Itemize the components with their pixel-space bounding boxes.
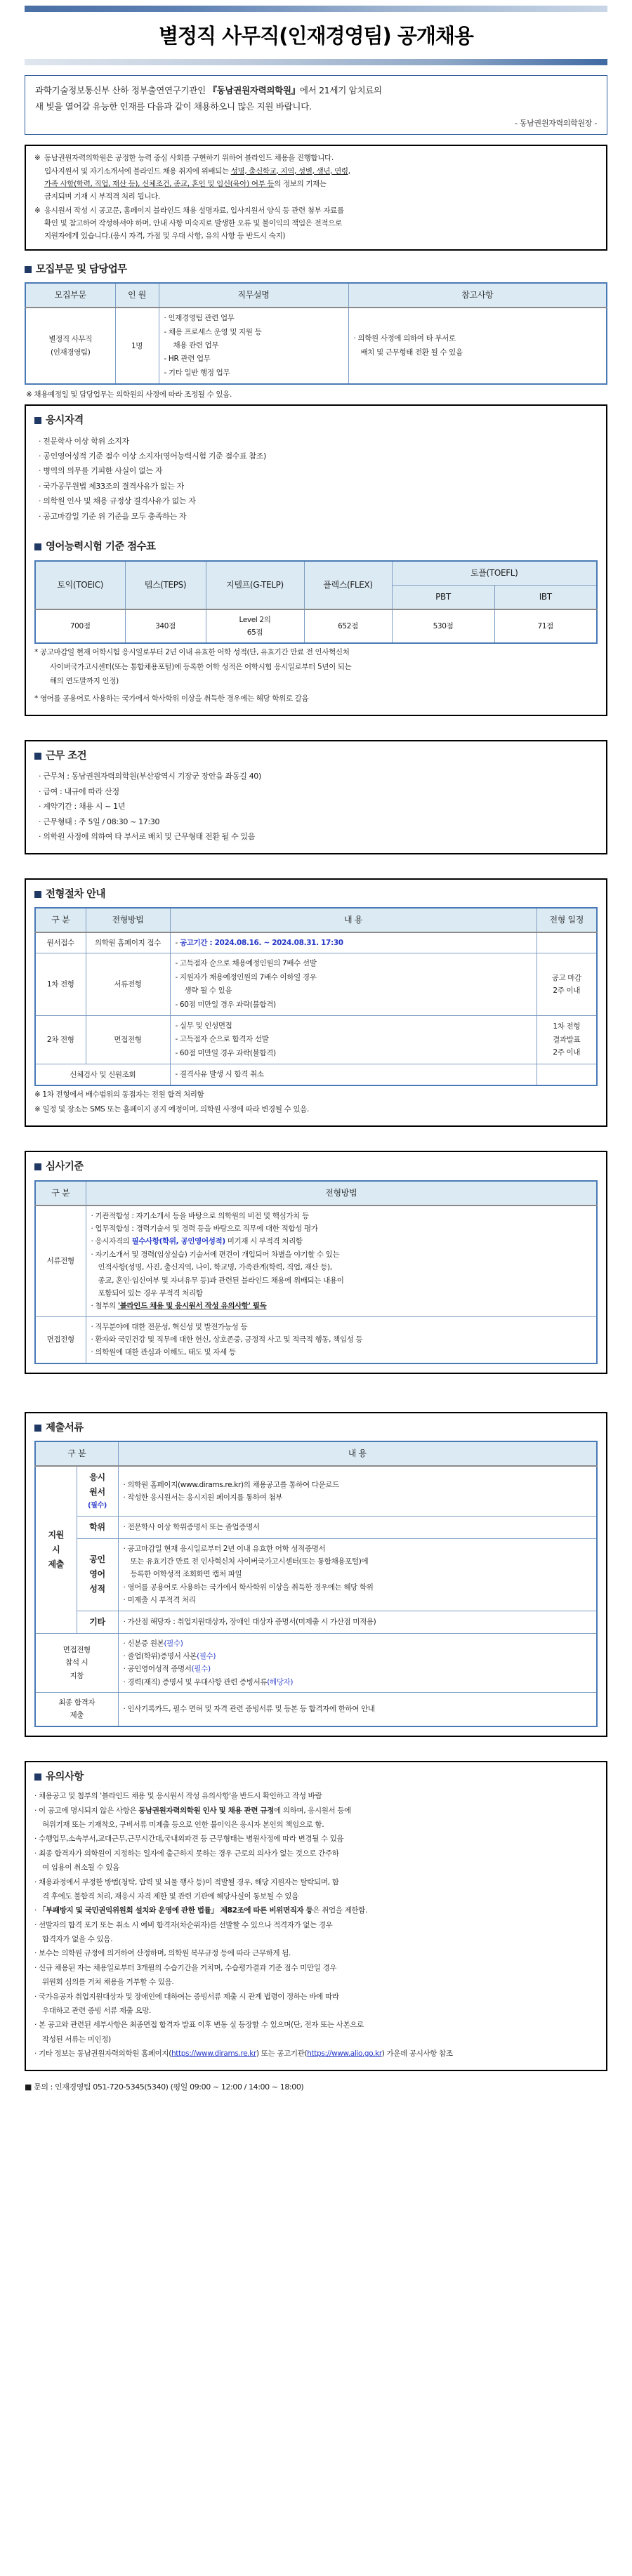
schedule-line: 1차 전형 (553, 1022, 581, 1031)
table-header-row (35, 908, 597, 932)
process-notes (34, 1088, 598, 1116)
schedule-line: 결과발표 (553, 1035, 581, 1044)
col-toefl-pbt: PBT (392, 585, 494, 609)
criteria-doc-line-2: · 업무적합성 : 경력기술서 및 경력 등을 바탕으로 직무에 대한 적합성 평가 (91, 1224, 318, 1233)
cell-method-second: 면접전형 (86, 1015, 170, 1064)
list-item: · 전문학사 이상 학위 소지자 (39, 436, 129, 446)
cell-toefl-pbt-score: 530점 (392, 609, 494, 644)
list-item: 배치 및 근무형태 전환 될 수 있음 (360, 348, 463, 357)
regulation-name: 동남권원자력의학원 인사 및 채용 관련 규정 (138, 1806, 275, 1815)
list-item: · 의학원 인사 및 채용 규정상 결격사유가 없는 자 (39, 496, 196, 506)
list-item: · 계약기간 : 채용 시 ~ 1년 (39, 802, 126, 812)
note-line: 사이버국가고시센터(또는 통합채용포털)에 등록한 어학 성적은 어학시험 응시일로부터 5년이 되는 (50, 662, 352, 671)
criteria-doc-line-1: · 기관적합성 : 자기소개서 등을 바탕으로 의학원의 비전 및 핵심가치 등 (91, 1211, 309, 1220)
note-line: ※ 1차 전형에서 배수범위의 동점자는 전원 합격 처리함 (34, 1090, 204, 1099)
header-top-bar (25, 6, 607, 12)
notice-1-line-1: 동남권원자력의학원은 공정한 능력 중심 사회를 구현하기 위하여 블라인드 채용을 진행합니다. (44, 154, 334, 163)
cell-label-degree: 학위 (77, 1516, 118, 1538)
table-row (35, 1015, 597, 1064)
criteria-doc-line-8a: · 첨부의 (91, 1302, 118, 1311)
label-line: 원서 (89, 1487, 105, 1498)
criteria-doc-line-5: 인적사항(성명, 사진, 출신지역, 나이, 학교명, 가족관계(학력, 직업, 재산 등), (98, 1263, 332, 1272)
required-tag: (필수) (164, 1639, 183, 1648)
list-item: · 선발자의 합격 포기 또는 취소 시 예비 합격자(차순위자)를 선발할 수 있으나 적격자가 없는 경우 (34, 1920, 333, 1929)
section-heading-work-conditions (34, 748, 598, 764)
content-list (176, 1019, 532, 1059)
intro-line-2: 새 빛을 열어갈 유능한 인재를 다음과 같이 채용하오니 많은 지원 바랍니다. (35, 101, 312, 112)
duties-list (164, 312, 343, 379)
applicable-tag: (해당자) (267, 1677, 294, 1686)
page-break-spacer (25, 1384, 607, 1412)
blind-recruitment-notice (25, 145, 607, 251)
list-item: · 본 공고와 관련된 세부사항은 최종면접 합격자 발표 이후 변동 실 등장할 수 있으며(단, 전자 또는 사본으로 (34, 2021, 364, 2030)
group-label-line: 제출 (48, 1559, 64, 1569)
cell-criteria-interview-label: 면접전형 (35, 1316, 86, 1363)
label-line: 면접전형 (62, 1645, 91, 1654)
label-line: 공인 (89, 1554, 105, 1565)
col-content: 내 용 (170, 908, 536, 932)
notice-mark-icon-2: ※ (34, 206, 41, 215)
list-item-cont: 허위기재 또는 기재착오, 구비서류 미제출 등으로 인한 불이익은 응시자 본인의 책임으로 함. (42, 1821, 324, 1830)
notice-2-line-1: 응시원서 작성 시 공고문, 홈페이지 블라인드 채용 설명자료, 입사지원서 양식 등 관련 첨부 자료를 (44, 206, 344, 215)
criteria-doc-line-7: 포함되어 있는 경우 부적격 처리함 (98, 1288, 203, 1297)
selection-process-block (25, 878, 607, 1128)
schedule-line: 2주 이내 (553, 986, 581, 996)
criteria-doc-line-4: · 자기소개서 및 경력(임상실습) 기술서에 편견이 개입되어 차별을 야기할 수 있는 (91, 1250, 340, 1259)
list-item: · 인사기록카드, 필수 면허 및 자격 관련 증빙서류 및 등본 등 합격자에 한하여 안내 (123, 1705, 375, 1714)
square-bullet-icon (34, 1774, 41, 1781)
list-item: - 지원자가 채용예정인원의 7배수 이하일 경우 (175, 972, 317, 982)
content-prefix: - (175, 939, 180, 948)
list-item: - 결격사유 발생 시 합격 취소 (175, 1070, 264, 1079)
list-item (124, 1637, 592, 1650)
list-item: · 국가공무원법 제33조의 결격사유가 없는 자 (39, 481, 184, 491)
blind-guideline-reference: '블라인드 채용 및 응시원서 작성 유의사항' 필독 (117, 1302, 267, 1311)
table-row (35, 1316, 597, 1363)
list-item: · 의학원 사정에 의하여 타 부서로 배치 및 근무형태 전환 될 수 있음 (39, 832, 256, 842)
col-remarks: 참고사항 (348, 283, 607, 308)
list-item-cont: 우대하고 관련 증빙 서류 제출 요망. (42, 2006, 152, 2015)
list-item: · 급여 : 내규에 따라 산정 (39, 786, 119, 796)
section-heading-cautions (34, 1769, 598, 1785)
list-item (124, 1676, 592, 1689)
col-teps: 텝스(TEPS) (125, 561, 206, 609)
col-duties: 직무설명 (159, 283, 348, 308)
cautions-heading-label: 유의사항 (46, 1771, 84, 1783)
table-row (35, 1611, 597, 1633)
cell-content-other (118, 1611, 597, 1633)
alio-homepage-link[interactable]: https://www.alio.go.kr (307, 2049, 382, 2059)
note-line: * 영어를 공용어로 사용하는 국가에서 학사학위 이상을 취득한 경우에는 해당 학위로 갈음 (34, 694, 309, 703)
spacer (34, 524, 598, 538)
col-schedule: 전형 일정 (536, 908, 597, 932)
remarks-list (354, 332, 602, 359)
criteria-doc-line-3b: 미기재 시 부적격 처리함 (225, 1237, 303, 1246)
table-row (35, 1064, 597, 1086)
notice-1-line-3-underlined: 가족 사항(학력, 직업, 재산 등), 신체조건, 종교, 혼인 및 임신(육아) 여부 등 (44, 179, 275, 188)
list-item: 등록한 어학성적 조회화면 캡처 파일 (130, 1570, 242, 1579)
header-bottom-bar (25, 59, 607, 65)
qualification-heading-label: 응시자격 (46, 415, 84, 427)
cell-content-second (170, 1015, 536, 1064)
cell-label-interview-bring (35, 1633, 118, 1693)
criteria-table (34, 1180, 598, 1364)
list-item: · 의학원 홈페이지(www.dirams.re.kr)의 채용공고를 통하여 다운로드 (123, 1480, 339, 1489)
col-documents-content: 내 용 (118, 1441, 597, 1466)
field-line-2: (인재경영팀) (51, 348, 91, 357)
table-row (35, 932, 597, 953)
criteria-doc-line-3 (91, 1235, 592, 1248)
schedule-line: 2주 이내 (553, 1048, 581, 1057)
intro-line-1 (35, 82, 597, 98)
cautions-list (34, 1790, 598, 2060)
qualification-block (25, 404, 607, 716)
col-toeic: 토익(TOEIC) (35, 561, 125, 609)
notice-2-line-3: 지원자에게 있습니다.(응시 자격, 가점 및 우대 사항, 유의 사항 등 반드시 숙지) (44, 232, 286, 241)
recruit-table (25, 282, 607, 385)
criteria-doc-line-8 (91, 1300, 592, 1312)
list-item: · 영어를 공용어로 사용하는 국가에서 학사학위 이상을 취득한 경우에는 해당 학위 (123, 1583, 374, 1592)
cell-toefl-ibt-score: 71점 (494, 609, 597, 644)
list-item: - 60점 미만일 경우 과락(불합격) (175, 1048, 276, 1057)
table-row (25, 308, 607, 384)
item-text: · 신분증 원본 (123, 1639, 164, 1648)
cell-stage-second: 2차 전형 (35, 1015, 86, 1064)
required-items-highlight: 필수사항(학위, 공인영어성적) (131, 1237, 225, 1246)
intro-text-c: 에서 21세기 암치료의 (299, 84, 382, 95)
group-label-line: 지원 (48, 1529, 64, 1540)
list-item-cont: 합격자가 없을 수 있음. (42, 1935, 113, 1944)
col-method: 전형방법 (86, 908, 170, 932)
list-item: · 인재경영팀 관련 업무 (164, 314, 235, 323)
table-row (35, 953, 597, 1016)
law-name: 「부패방지 및 국민권익위원회 설치와 운영에 관한 법률」 제82조에 따른 비위면직자 등 (38, 1906, 313, 1915)
cell-content-english-score (118, 1538, 597, 1611)
label-line: 성적 (89, 1584, 105, 1594)
list-item: · 보수는 의학원 규정에 의거하여 산정하며, 의학원 복무규정 등에 따라 근무하게 됨. (34, 1949, 291, 1958)
spacer (25, 726, 607, 740)
cell-stage-application: 원서접수 (35, 932, 86, 953)
list-item: · 채용공고 및 첨부의 '블라인드 채용 및 응시원서 작성 유의사항'을 반드시 확인하고 작성 바람 (34, 1792, 322, 1801)
list-item: · 의학원에 대한 관심과 이해도, 태도 및 자세 등 (91, 1348, 236, 1357)
selection-process-table (34, 907, 598, 1086)
col-toefl-group: 토플(TOEFL) (392, 561, 597, 586)
cell-schedule-second (536, 1015, 597, 1064)
cell-stage-first: 1차 전형 (35, 953, 86, 1016)
table-header-row (35, 1181, 597, 1206)
list-item: - 기타 일반 행정 업무 (164, 368, 230, 377)
cell-method-first: 서류전형 (86, 953, 170, 1016)
cell-method-application: 의학원 홈페이지 접수 (86, 932, 170, 953)
square-bullet-icon (34, 417, 41, 424)
label-line: 최종 합격자 (58, 1698, 96, 1708)
gtelp-line-1: Level 2의 (239, 615, 271, 624)
notice-mark-icon: ※ (34, 154, 41, 163)
job-posting-page (0, 6, 632, 2100)
intro-text-a: 과학기술정보통신부 산하 정부출연연구기관인 (35, 84, 209, 95)
content-list (176, 957, 532, 1011)
note-line: 해의 연도말까지 인정) (50, 677, 119, 686)
caution-text-c: 에 의하며, 응시원서 등에 (274, 1806, 351, 1815)
notice-2-line-2: 확인 및 참고하여 작성하셔야 하며, 안내 사항 미숙지로 발생한 오류 및 불이익의 책임은 전적으로 (44, 219, 342, 228)
list-item: · 병역의 의무를 기피한 사실이 없는 자 (39, 466, 163, 476)
content-list (176, 1068, 532, 1081)
list-item: · 수행업무,소속부서,교대근무,근무시간대,국내외파견 등 근무형태는 병원사정에 따라 변경될 수 있음 (34, 1835, 344, 1844)
note-line: * 공고마감일 현재 어학시험 응시일로부터 2년 이내 유효한 어학 성적(단, 유효기간 만료 전 인사혁신처 (34, 648, 350, 657)
col-field: 모집부문 (25, 283, 115, 308)
table-row (35, 1466, 597, 1516)
cell-schedule-first (536, 953, 597, 1016)
cell-content-application (170, 932, 536, 953)
list-item: · 신규 채용된 자는 채용일로부터 3개월의 수습기간을 거치며, 수습평가결과 기준 점수 미만일 경우 (34, 1963, 337, 1972)
caution-text-a: · 이 공고에 명시되지 않은 사항은 (34, 1806, 139, 1815)
spacer (25, 1747, 607, 1761)
col-stage: 구 분 (35, 908, 86, 932)
cell-schedule-application (536, 932, 597, 953)
square-bullet-icon (34, 753, 41, 760)
intro-signature: - 동남권원자력의학원장 - (515, 119, 597, 128)
cell-label-other: 기타 (77, 1611, 118, 1633)
col-gtelp: 지텔프(G-TELP) (206, 561, 304, 609)
spacer (25, 1137, 607, 1151)
cell-content-application-form (118, 1466, 597, 1516)
link-text-b: ) 또는 공고기관( (256, 2049, 308, 2059)
section-heading-qualification (34, 413, 598, 428)
spacer (25, 864, 607, 878)
group-label-line: 시 (52, 1544, 60, 1554)
label-line: 제출 (70, 1711, 84, 1720)
page-title: 별정직 사무직(인재경영팀) 공개채용 (159, 24, 473, 48)
cell-criteria-document-content (86, 1206, 597, 1317)
cell-content-medical-check (170, 1064, 536, 1086)
list-item: 또는 유효기간 만료 전 인사혁신처 사이버국가고시센터(또는 통합채용포털)에 (130, 1557, 369, 1566)
cell-teps-score: 340점 (125, 609, 206, 644)
table-row (35, 1206, 597, 1317)
cautions-block (25, 1761, 607, 2072)
list-item: · 가산점 해당자 : 취업지원대상자, 장애인 대상자 증명서(미제출 시 가산점 미적용) (123, 1617, 376, 1626)
item-text: · 공인영어성적 증명서 (123, 1665, 192, 1674)
list-item: · 최종 합격자가 의학원이 지정하는 일자에 출근하지 못하는 경우 근로의 의사가 없는 것으로 간주하 (34, 1849, 339, 1858)
caution-text-c: 은 취업을 제한함. (312, 1906, 367, 1915)
work-conditions-list (39, 769, 598, 844)
english-score-heading-label: 영어능력시험 기준 점수표 (46, 541, 156, 553)
list-item: · 미제출 시 부적격 처리 (123, 1596, 196, 1605)
list-item (124, 1663, 592, 1675)
square-bullet-icon (34, 1163, 41, 1170)
list-item (34, 1904, 598, 1917)
gtelp-line-2: 65점 (246, 628, 263, 638)
documents-block (25, 1412, 607, 1737)
cell-content-first (170, 953, 536, 1016)
table-row (35, 1633, 597, 1693)
recruit-footnote: ※ 채용예정일 및 담당업무는 의학원의 사정에 따라 조정될 수 있음. (26, 390, 232, 399)
list-item: · 국가유공자 취업지원대상자 및 장애인에 대하여는 증빙서류 제출 시 관계 법령이 정하는 바에 따라 (34, 1992, 339, 2001)
link-text-c: ) 가운데 공시사항 참조 (381, 2049, 453, 2059)
list-item: - 채용 프로세스 운영 및 지원 등 (164, 327, 262, 336)
section-heading-documents (34, 1420, 598, 1436)
process-heading-label: 전형절차 안내 (46, 888, 105, 900)
list-item: · 환자와 국민건강 및 직무에 대한 헌신, 상호존중, 긍정적 사고 및 적극적 행동, 책임성 등 (91, 1335, 363, 1344)
notice-1-line-4: 금지되며 기재 시 부적격 처리 됩니다. (44, 192, 160, 202)
list-item: 채용 관련 업무 (173, 341, 219, 350)
cell-criteria-interview-content (86, 1316, 597, 1363)
cell-stage-medical-check: 신체검사 및 신원조회 (35, 1064, 170, 1086)
required-tag: (필수) (197, 1651, 216, 1660)
square-bullet-icon (34, 891, 41, 898)
english-score-notes (34, 646, 598, 705)
square-bullet-icon (34, 543, 41, 550)
label-line: 지참 (70, 1671, 84, 1680)
list-item: 생략 될 수 있음 (184, 986, 232, 996)
criteria-doc-line-3a: · 응시자격의 (91, 1237, 132, 1246)
cell-flex-score: 652점 (304, 609, 392, 644)
application-period: 공고기간 : 2024.08.16. ~ 2024.08.31. 17:30 (179, 939, 343, 948)
cell-field (25, 308, 115, 384)
link-text-a: · 기타 정보는 동남권원자력의학원 홈페이지( (34, 2049, 171, 2059)
section-heading-recruit (25, 262, 607, 277)
criteria-heading-label: 심사기준 (46, 1161, 84, 1173)
cell-group-label-apply (35, 1466, 77, 1633)
list-item: - 고득점자 순으로 채용예정인원의 7배수 선발 (175, 959, 317, 968)
cell-schedule-medical-check (536, 1064, 597, 1086)
label-line: 응시 (89, 1472, 105, 1483)
list-item: · 근무처 : 동남권원자력의학원(부산광역시 기장군 장안읍 좌동길 40) (39, 772, 261, 781)
table-header-row (35, 1441, 597, 1466)
cell-label-application-form (77, 1466, 118, 1516)
cell-duties (159, 308, 348, 384)
list-item: - 고득점자 순으로 합격자 선발 (175, 1035, 269, 1044)
square-bullet-icon (25, 266, 32, 273)
cell-label-final-submit (35, 1693, 118, 1726)
field-line-1: 별정직 사무직 (48, 335, 93, 344)
col-flex: 플렉스(FLEX) (304, 561, 392, 609)
col-count: 인 원 (115, 283, 159, 308)
cell-count: 1명 (115, 308, 159, 384)
english-score-table (34, 560, 598, 645)
list-item (34, 1804, 598, 1817)
item-text: · 경력(재직) 증명서 및 우대사항 관련 증빙서류 (123, 1677, 268, 1686)
qualification-list (39, 434, 598, 524)
list-item (124, 1650, 592, 1663)
section-heading-process (34, 887, 598, 902)
work-conditions-heading-label: 근무 조건 (46, 750, 87, 762)
section-heading-criteria (34, 1159, 598, 1175)
label-line: 참석 시 (65, 1658, 88, 1667)
required-tag: (필수) (191, 1665, 211, 1674)
list-item: · 채용과정에서 부정한 방법(청탁, 압력 및 뇌물 행사 등)이 적발될 경우, 해당 지원자는 탈락되며, 합 (34, 1877, 339, 1887)
dirams-homepage-link[interactable]: https://www.dirams.re.kr (171, 2049, 256, 2059)
list-item-cont: 위원회 심의를 거쳐 채용을 거부할 수 있음. (42, 1978, 174, 1987)
cell-toeic-score: 700점 (35, 609, 125, 644)
list-item: - 60점 미만일 경우 과락(불합격) (175, 1000, 276, 1009)
table-header-row (35, 561, 597, 586)
table-row (35, 609, 597, 644)
list-item-cont: 격 후에도 불합격 처리, 재응시 자격 제한 및 관련 기관에 해당사실이 통보될 수 있음 (42, 1891, 298, 1901)
list-item: · 전문학사 이상 학위증명서 또는 졸업증명서 (123, 1523, 260, 1532)
list-item: - 실무 및 인성면접 (175, 1021, 232, 1030)
list-item: · 공고마감일 현재 응시일로부터 2년 이내 유효한 어학 성적증명서 (123, 1544, 326, 1553)
cell-label-english-score (77, 1538, 118, 1611)
documents-heading-label: 제출서류 (46, 1422, 84, 1434)
col-documents-category: 구 분 (35, 1441, 118, 1466)
cell-remarks (348, 308, 607, 384)
schedule-line: 공고 마감 (551, 973, 581, 982)
list-item-cont: 여 임용이 취소될 수 있음 (42, 1863, 119, 1872)
col-toefl-ibt: IBT (494, 585, 597, 609)
table-row (35, 1516, 597, 1538)
section-heading-english-score (34, 539, 598, 555)
list-item: - HR 관련 업무 (164, 355, 211, 364)
list-item: · 공고마감일 기준 위 기준을 모두 충족하는 자 (39, 511, 187, 521)
required-tag: (필수) (87, 1502, 107, 1510)
notice-1-line-2a: 입사지원서 및 자기소개서에 블라인드 채용 취지에 위배되는 (44, 166, 231, 176)
list-item: · 공인영어성적 기준 점수 이상 소지자(영어능력시험 기준 점수표 참조) (39, 451, 266, 461)
notice-1-line-2-underlined: 성명, 출신학교, 지역, 성별, 생년, 연령, (230, 166, 350, 176)
label-line: 영어 (89, 1569, 105, 1580)
col-criteria-method: 전형방법 (86, 1181, 597, 1206)
note-line: ※ 일정 및 장소는 SMS 또는 홈페이지 공지 예정이며, 의학원 사정에 따라 변경될 수 있음. (34, 1104, 309, 1114)
notice-item-1 (34, 152, 598, 204)
table-header-row (25, 283, 607, 308)
intro-box (25, 75, 607, 135)
recruit-heading-label: 모집부문 및 담당업무 (36, 263, 127, 275)
notice-item-2 (34, 204, 598, 243)
criteria-doc-line-6: 종교, 혼인·임신여부 및 자녀유무 등)과 관련된 블라인드 채용에 위배되는 내용이 (98, 1276, 344, 1285)
table-row (35, 1538, 597, 1611)
work-conditions-block (25, 740, 607, 854)
contact-line: ■ 문의 : 인재경영팀 051-720-5345(5340) (평일 09:00 ~ 12:00 / 14:00 ~ 18:00) (25, 2082, 304, 2092)
square-bullet-icon (34, 1425, 41, 1432)
list-item: · 작성한 응시원서는 응시지원 페이지를 통하여 첨부 (123, 1493, 283, 1502)
institute-name: 『동남권원자력의학원』 (208, 84, 300, 95)
col-criteria-stage: 구 분 (35, 1181, 86, 1206)
table-row (35, 1693, 597, 1726)
list-item-links (34, 2047, 598, 2060)
cell-content-interview-bring (118, 1633, 597, 1693)
cell-content-degree (118, 1516, 597, 1538)
notice-1-line-3b: 의 정보의 기재는 (274, 179, 327, 188)
item-text: · 졸업(학위)증명서 사본 (123, 1651, 197, 1660)
list-item-cont: 작성된 서류는 미인정) (42, 2035, 111, 2044)
list-item: · 근무형태 : 주 5일 / 08:30 ~ 17:30 (39, 817, 160, 826)
list-item: · 의학원 사정에 의하여 타 부서로 (353, 334, 456, 343)
list-item: · 직무분야에 대한 전문성, 혁신성 및 발전가능성 등 (91, 1322, 248, 1331)
criteria-block (25, 1151, 607, 1374)
cell-gtelp-score (206, 609, 304, 644)
documents-table (34, 1441, 598, 1727)
cell-criteria-document-label: 서류전형 (35, 1206, 86, 1317)
caution-bullet: · (34, 1906, 39, 1915)
cell-content-final-submit (118, 1693, 597, 1726)
